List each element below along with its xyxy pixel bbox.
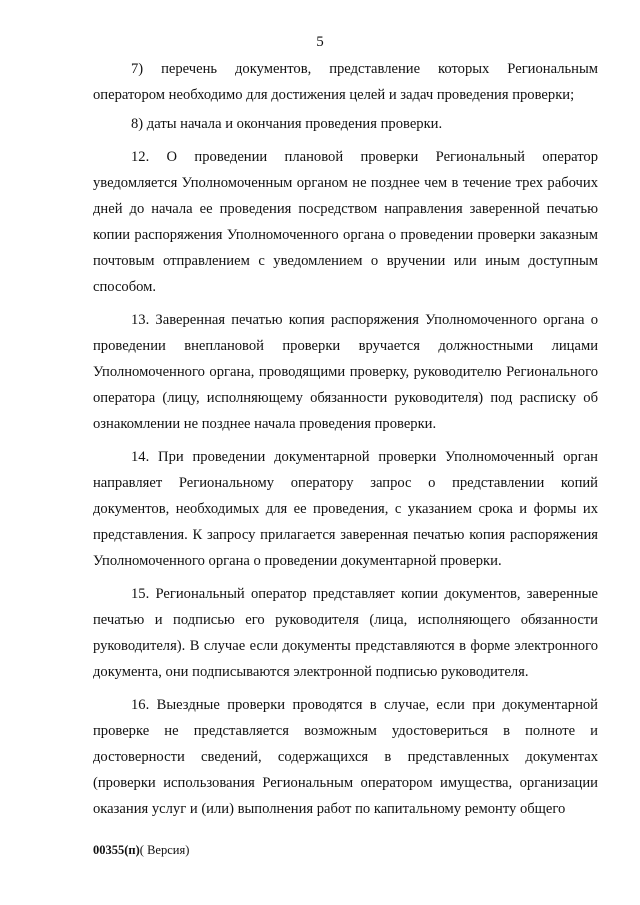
paragraph-15: 15. Региональный оператор представляет копии документов, заверенные печатью и подписью его руководителя (лица, исполняющего обязанности руководителя). В случае если документы представляются в форме электронного документа, они подписываются электронной подписью руководителя. <box>93 586 598 680</box>
paragraph-14: 14. При проведении документарной проверки Уполномоченный орган направляет Региональному оператору запрос о представлении копий документов, необходимых для ее проведения, с указанием срока и формы их представления. К запросу прилагается заверенная печатью копия распоряжения Уполномоченного органа о проведении документарной проверки. <box>93 449 598 569</box>
paragraph-13: 13. Заверенная печатью копия распоряжения Уполномоченного органа о проведении внеплановой проверки вручается должностными лицами Уполномоченного органа, проводящими проверку, руководителю Регионального оператора (лицу, исполняющему обязанности руководителя) под расписку об ознакомлении не позднее начала проведения проверки. <box>93 312 598 432</box>
paragraph-item-7: 7) перечень документов, представление которых Региональным оператором необходимо для достижения целей и задач проведения проверки; <box>93 61 598 103</box>
paragraph-item-8: 8) даты начала и окончания проведения проверки. <box>131 116 443 132</box>
document-body <box>93 56 598 829</box>
document-footer <box>93 843 189 858</box>
footer-version: ( Версия) <box>139 843 190 857</box>
paragraph-12: 12. О проведении плановой проверки Региональный оператор уведомляется Уполномоченным органом не позднее чем в течение трех рабочих дней до начала ее проведения посредством направления заверенной печатью копии распоряжения Уполномоченного органа о проведении проверки заказным почтовым отправлением с уведомлением о вручении или иным доступным способом. <box>93 149 598 295</box>
page-number: 5 <box>316 34 324 50</box>
footer-code: 00355(п) <box>93 843 140 857</box>
paragraph-16: 16. Выездные проверки проводятся в случае, если при документарной проверке не представляется возможным удостовериться в полноте и достоверности сведений, содержащихся в представленных документах (проверки использования Региональным оператором имущества, организации оказания услуг и (или) выполнения работ по капитальному ремонту общего <box>93 697 598 817</box>
